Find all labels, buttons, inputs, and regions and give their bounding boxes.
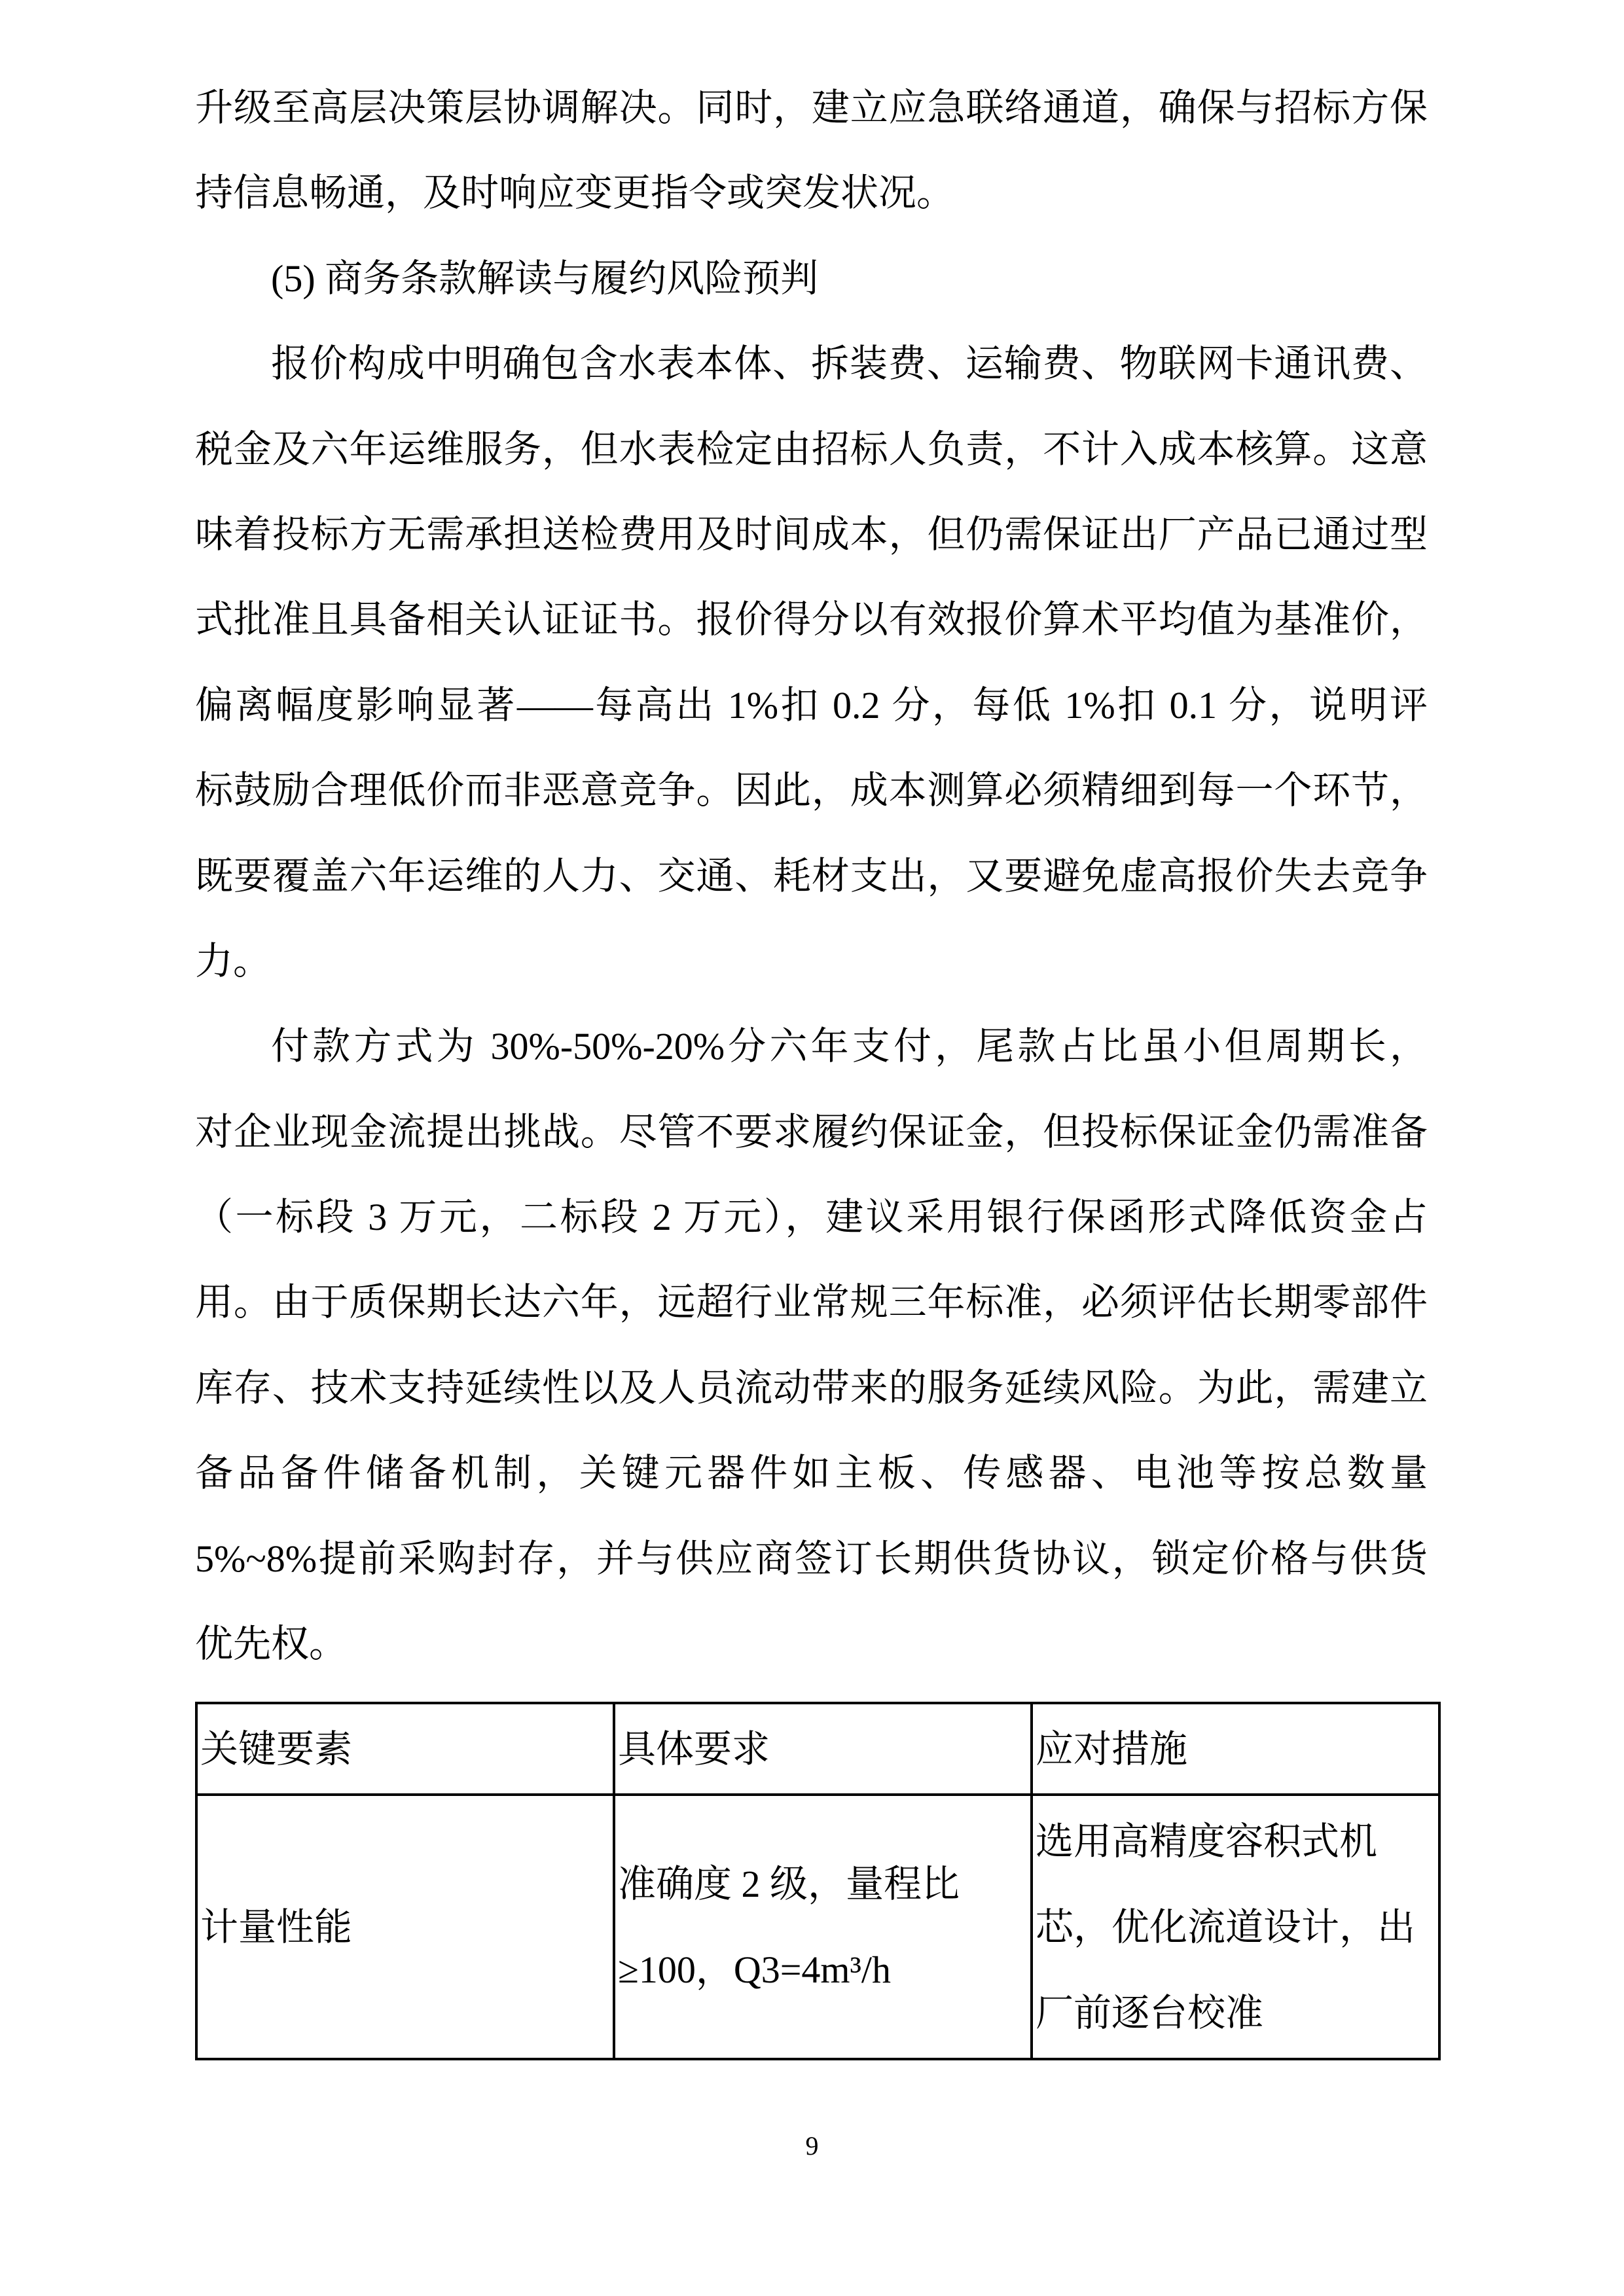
table-row xyxy=(196,1795,1439,2059)
paragraph-line: 备品备件储备机制，关键元器件如主板、传感器、电池等按总数量 xyxy=(195,1452,1428,1495)
header-key-element: 关键要素 xyxy=(196,1703,614,1795)
cell-line: 准确度 2 级，量程比 xyxy=(618,1863,960,1905)
paragraph-line: 优先权。 xyxy=(195,1623,348,1666)
cell-key-element: 计量性能 xyxy=(196,1795,614,2059)
paragraph-line: 味着投标方无需承担送检费用及时间成本，但仍需保证出厂产品已通过型 xyxy=(195,512,1428,556)
paragraph-line: 偏离幅度影响显著——每高出 1%扣 0.2 分，每低 1%扣 0.1 分，说明评 xyxy=(195,683,1428,726)
paragraph-line: 既要覆盖六年运维的人力、交通、耗材支出，又要避免虚高报价失去竞争 xyxy=(195,854,1428,897)
paragraph-line: 力。 xyxy=(195,939,272,982)
paragraph-line: 库存、技术支持延续性以及人员流动带来的服务延续风险。为此，需建立 xyxy=(195,1366,1428,1409)
header-measures: 应对措施 xyxy=(1032,1703,1439,1795)
paragraph-line: 式批准且具备相关认证证书。报价得分以有效报价算术平均值为基准价， xyxy=(195,598,1428,641)
header-requirement: 具体要求 xyxy=(614,1703,1032,1795)
paragraph-line: 5%~8%提前采购封存，并与供应商签订长期供货协议，锁定价格与供货 xyxy=(195,1537,1428,1580)
table-header-row xyxy=(196,1703,1439,1795)
paragraph-line: 报价构成中明确包含水表本体、拆装费、运输费、物联网卡通讯费、 xyxy=(271,342,1428,386)
paragraph-line: 税金及六年运维服务，但水表检定由招标人负责，不计入成本核算。这意 xyxy=(195,427,1428,471)
paragraph-line: 标鼓励合理低价而非恶意竞争。因此，成本测算必须精细到每一个环节， xyxy=(195,769,1428,812)
cell-line: 厂前逐台校准 xyxy=(1036,1991,1264,2034)
paragraph-line: 持信息畅通，及时响应变更指令或突发状况。 xyxy=(195,171,955,215)
body-text xyxy=(195,65,1428,1687)
cell-measures xyxy=(1032,1795,1439,2059)
cell-line: ≥100，Q3=4m³/h xyxy=(618,1948,892,1991)
paragraph-line: 升级至高层决策层协调解决。同时，建立应急联络通道，确保与招标方保 xyxy=(195,86,1428,129)
cell-requirement xyxy=(614,1795,1032,2059)
cell-line: 芯，优化流道设计，出 xyxy=(1036,1905,1416,1948)
paragraph-line: (5) 商务条款解读与履约风险预判 xyxy=(271,257,819,300)
requirements-table xyxy=(195,1702,1441,2060)
paragraph-line: 付款方式为 30%-50%-20%分六年支付，尾款占比虽小但周期长， xyxy=(271,1025,1428,1068)
paragraph-line: 用。由于质保期长达六年，远超行业常规三年标准，必须评估长期零部件 xyxy=(195,1281,1428,1324)
page-number: 9 xyxy=(805,2131,819,2161)
paragraph-line: （一标段 3 万元，二标段 2 万元），建议采用银行保函形式降低资金占 xyxy=(195,1196,1428,1239)
paragraph-line: 对企业现金流提出挑战。尽管不要求履约保证金，但投标保证金仍需准备 xyxy=(195,1110,1428,1153)
cell-line: 选用高精度容积式机 xyxy=(1036,1820,1378,1863)
